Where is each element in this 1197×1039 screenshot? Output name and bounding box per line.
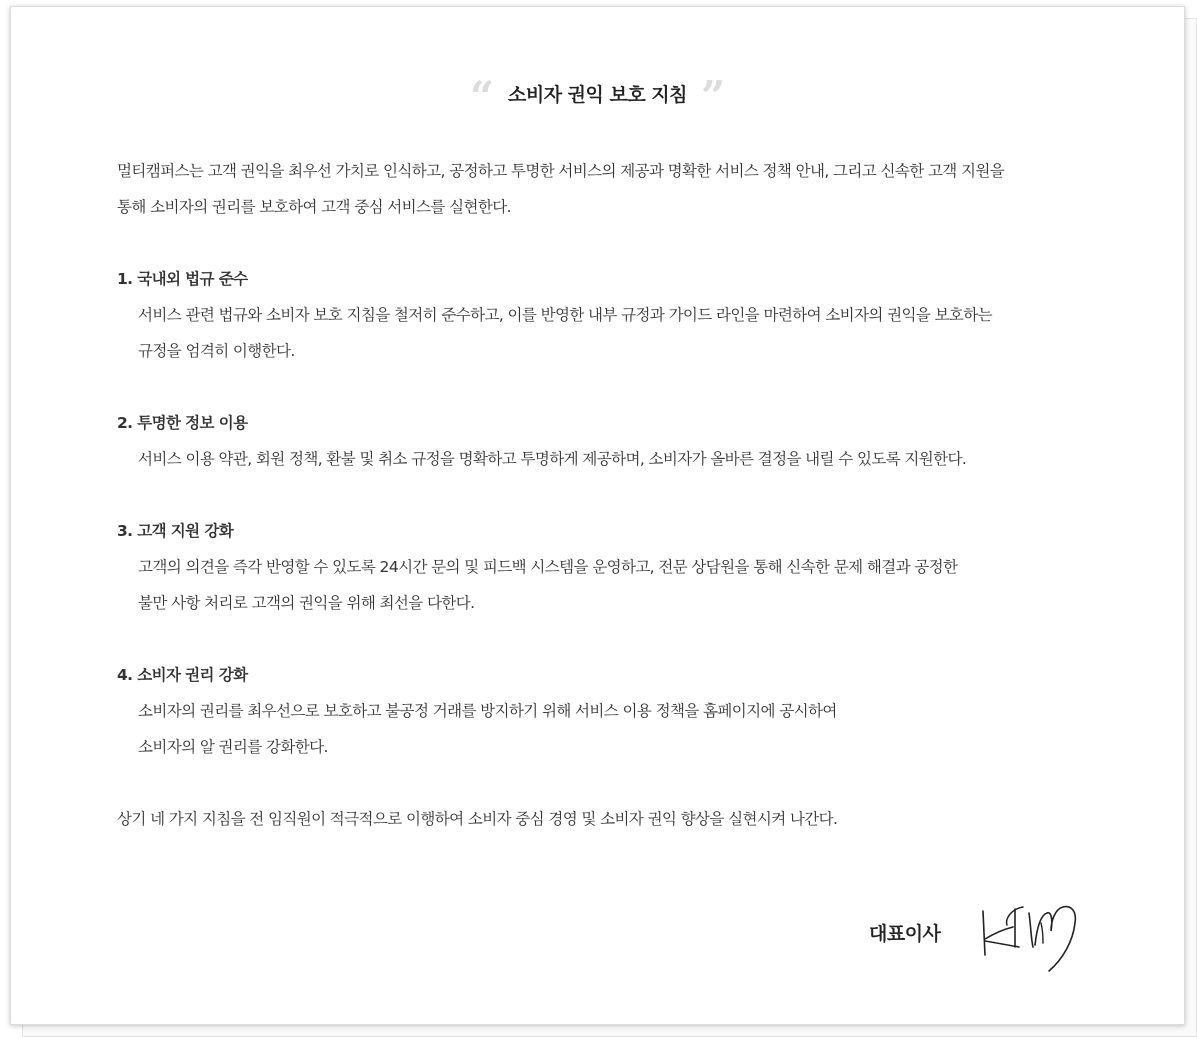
- signatory-title: 대표이사: [869, 923, 941, 945]
- section-heading: 2. 투명한 정보 이용: [117, 414, 248, 432]
- intro-line: 멀티캠퍼스는 고객 권익을 최우선 가치로 인식하고, 공정하고 투명한 서비스의 제공과 명확한 서비스 정책 안내, 그리고 신속한 고객 지원을: [117, 162, 1005, 180]
- document-body: [117, 153, 1117, 837]
- section-line: 불만 사항 처리로 고객의 권익을 위해 최선을 다한다.: [138, 594, 475, 612]
- section-line: 서비스 관련 법규와 소비자 보호 지침을 철저히 준수하고, 이를 반영한 내부 규정과 가이드 라인을 마련하여 소비자의 권익을 보호하는: [138, 306, 993, 324]
- section-line: 규정을 엄격히 이행한다.: [138, 342, 295, 360]
- intro-paragraph: [117, 153, 1117, 225]
- section-customer-support: [117, 513, 1117, 621]
- policy-document: [10, 6, 1185, 1025]
- closing-statement: 상기 네 가지 지침을 전 임직원이 적극적으로 이행하여 소비자 중심 경영 및 소비자 권익 향상을 실현시켜 나간다.: [117, 810, 838, 828]
- section-consumer-rights: [117, 657, 1117, 765]
- title-row: [11, 71, 1184, 121]
- section-line: 서비스 이용 약관, 회원 정책, 환불 및 취소 규정을 명확하고 투명하게 제공하며, 소비자가 올바른 결정을 내릴 수 있도록 지원한다.: [138, 450, 967, 468]
- section-heading: 4. 소비자 권리 강화: [117, 666, 248, 684]
- section-line: 소비자의 알 권리를 강화한다.: [138, 738, 328, 756]
- quote-close-icon: ”: [701, 72, 726, 121]
- page-title: 소비자 권익 보호 지침: [507, 83, 688, 106]
- section-heading: 1. 국내외 법규 준수: [117, 270, 248, 288]
- section-transparent-info: [117, 405, 1117, 477]
- section-heading: 3. 고객 지원 강화: [117, 522, 234, 540]
- intro-line: 통해 소비자의 권리를 보호하여 고객 중심 서비스를 실현한다.: [117, 198, 511, 216]
- section-line: 소비자의 권리를 최우선으로 보호하고 불공정 거래를 방지하기 위해 서비스 이용 정책을 홈페이지에 공시하여: [138, 702, 837, 720]
- section-line: 고객의 의견을 즉각 반영할 수 있도록 24시간 문의 및 피드백 시스템을 운영하고, 전문 상담원을 통해 신속한 문제 해결과 공정한: [138, 558, 958, 576]
- signature-block: [869, 897, 1109, 977]
- quote-open-icon: “: [469, 72, 494, 121]
- section-legal-compliance: [117, 261, 1117, 369]
- signature-image: [971, 897, 1091, 975]
